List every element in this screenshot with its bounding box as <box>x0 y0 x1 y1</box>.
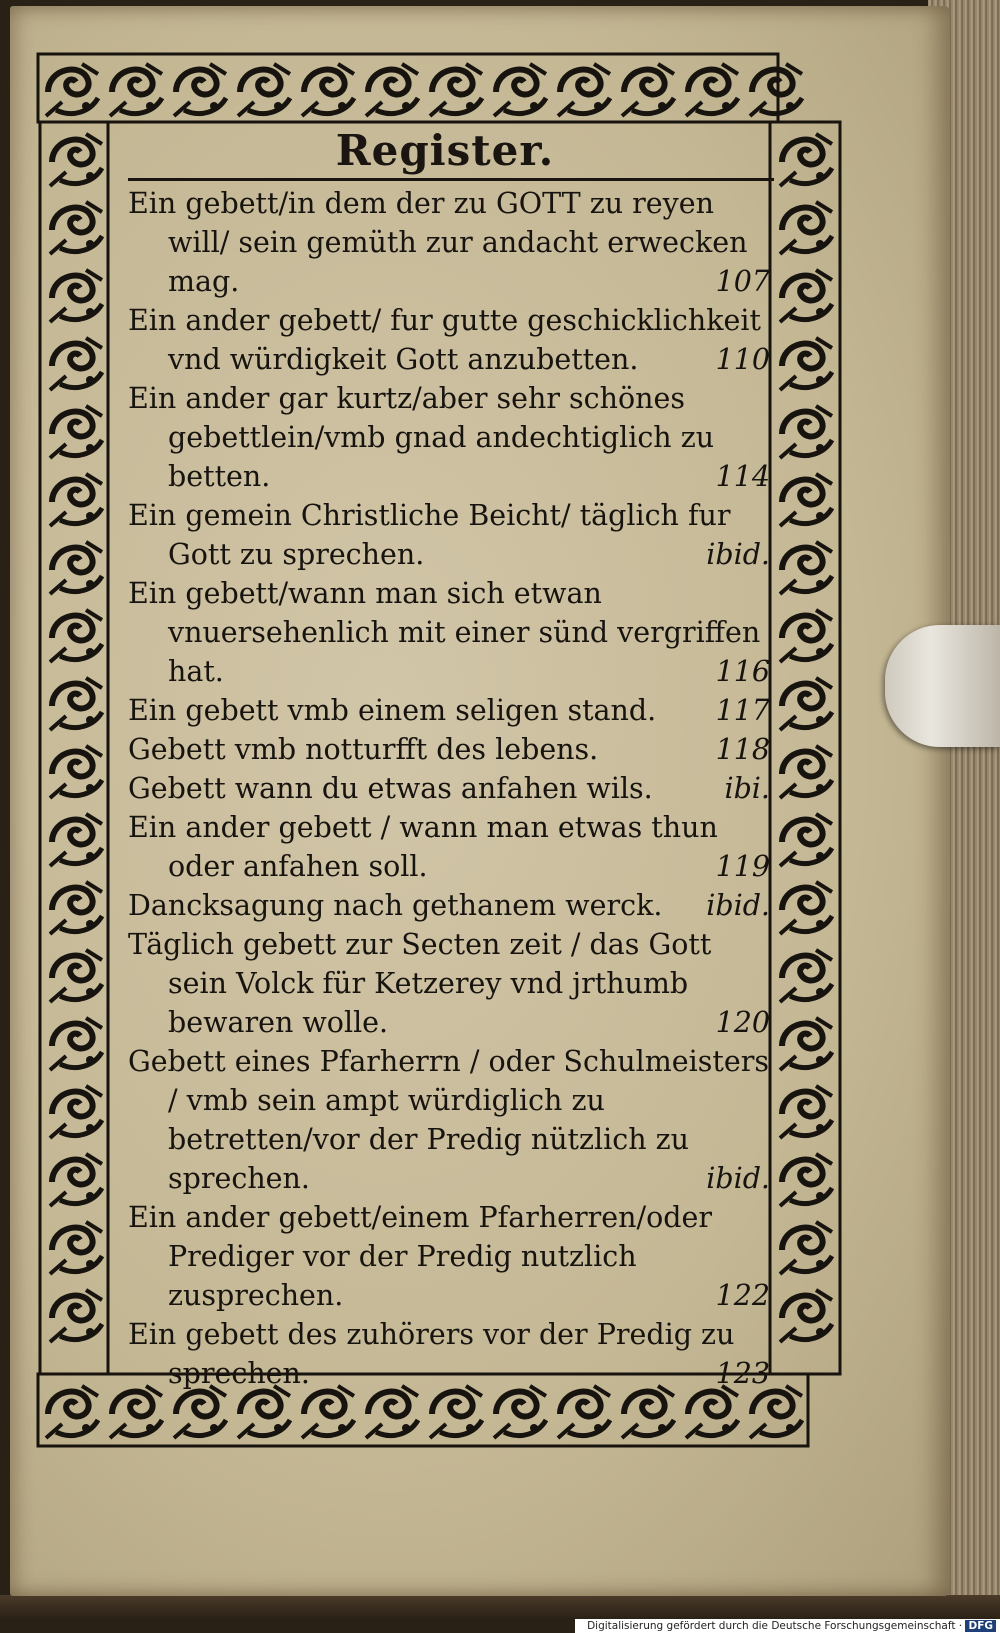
top-border-ornaments <box>38 54 802 122</box>
dfg-logo: DFG <box>965 1620 996 1632</box>
register-entries <box>128 184 776 1393</box>
left-border-ornaments <box>40 122 108 1374</box>
footer-text: Digitalisierung gefördert durch die Deutsche Forschungsgemeinschaft · <box>587 1620 963 1632</box>
register-entry <box>128 574 776 691</box>
entry-text: Ein ander gebett/ fur gutte geschicklichkeit vnd würdigkeit Gott anzubetten. <box>128 304 761 376</box>
entry-page-number: ibid. <box>706 889 770 922</box>
register-entry <box>128 379 776 496</box>
book-page <box>10 6 950 1596</box>
register-entry <box>128 730 776 769</box>
register-entry <box>128 808 776 886</box>
register-entry <box>128 925 776 1042</box>
register-entry <box>128 769 776 808</box>
entry-text: Ein ander gar kurtz/aber sehr schönes gebettlein/vmb gnad andechtiglich zu betten. <box>128 382 715 493</box>
page-clip <box>885 625 1000 747</box>
entry-page-number: 107 <box>715 265 770 298</box>
entry-text: Täglich gebett zur Secten zeit / das Gott sein Volck für Ketzerey vnd jrthumb bewaren wolle. <box>128 928 712 1039</box>
entry-text: Ein gebett des zuhörers vor der Predig zu sprechen. <box>128 1318 735 1390</box>
register-entry <box>128 301 776 379</box>
entry-text: Gebett vmb notturfft des lebens. <box>128 733 599 766</box>
entry-text: Ein gemein Christliche Beicht/ täglich fur Gott zu sprechen. <box>128 499 731 571</box>
right-border-ornaments <box>770 122 840 1374</box>
entry-text: Ein ander gebett/einem Pfarherren/oder Prediger vor der Predig nutzlich zusprechen. <box>128 1201 713 1312</box>
entry-text: Ein gebett/in dem der zu GOTT zu reyen will/ sein gemüth zur andacht erwecken mag. <box>128 187 748 298</box>
digitization-footer <box>575 1619 1000 1633</box>
page-title: Register. <box>335 126 555 175</box>
entry-page-number: 119 <box>715 850 770 883</box>
entry-text: Gebett eines Pfarherrn / oder Schulmeisters / vmb sein ampt würdiglich zu betretten/vor der Predig nützlich zu sprechen. <box>128 1045 769 1195</box>
entry-page-number: ibid. <box>706 1162 770 1195</box>
entry-text: Ein ander gebett / wann man etwas thun oder anfahen soll. <box>128 811 718 883</box>
entry-page-number: 116 <box>715 655 770 688</box>
entry-page-number: 118 <box>715 733 770 766</box>
entry-text: Dancksagung nach gethanem werck. <box>128 889 663 922</box>
entry-text: Ein gebett/wann man sich etwan vnuersehenlich mit einer sünd vergriffen hat. <box>128 577 761 688</box>
entry-page-number: ibid. <box>706 538 770 571</box>
entry-page-number: 123 <box>715 1357 770 1390</box>
entry-page-number: 110 <box>715 343 770 376</box>
register-entry <box>128 184 776 301</box>
entry-page-number: ibi. <box>724 772 770 805</box>
register-entry <box>128 1198 776 1315</box>
title-rule <box>128 178 774 181</box>
entry-page-number: 122 <box>715 1279 770 1312</box>
register-entry <box>128 886 776 925</box>
register-entry <box>128 496 776 574</box>
entry-text: Ein gebett vmb einem seligen stand. <box>128 694 657 727</box>
entry-page-number: 120 <box>715 1006 770 1039</box>
book-bottom-edge <box>0 1595 1000 1619</box>
register-entry <box>128 1042 776 1198</box>
entry-text: Gebett wann du etwas anfahen wils. <box>128 772 653 805</box>
entry-page-number: 117 <box>715 694 770 727</box>
entry-page-number: 114 <box>715 460 770 493</box>
register-entry <box>128 1315 776 1393</box>
register-entry <box>128 691 776 730</box>
